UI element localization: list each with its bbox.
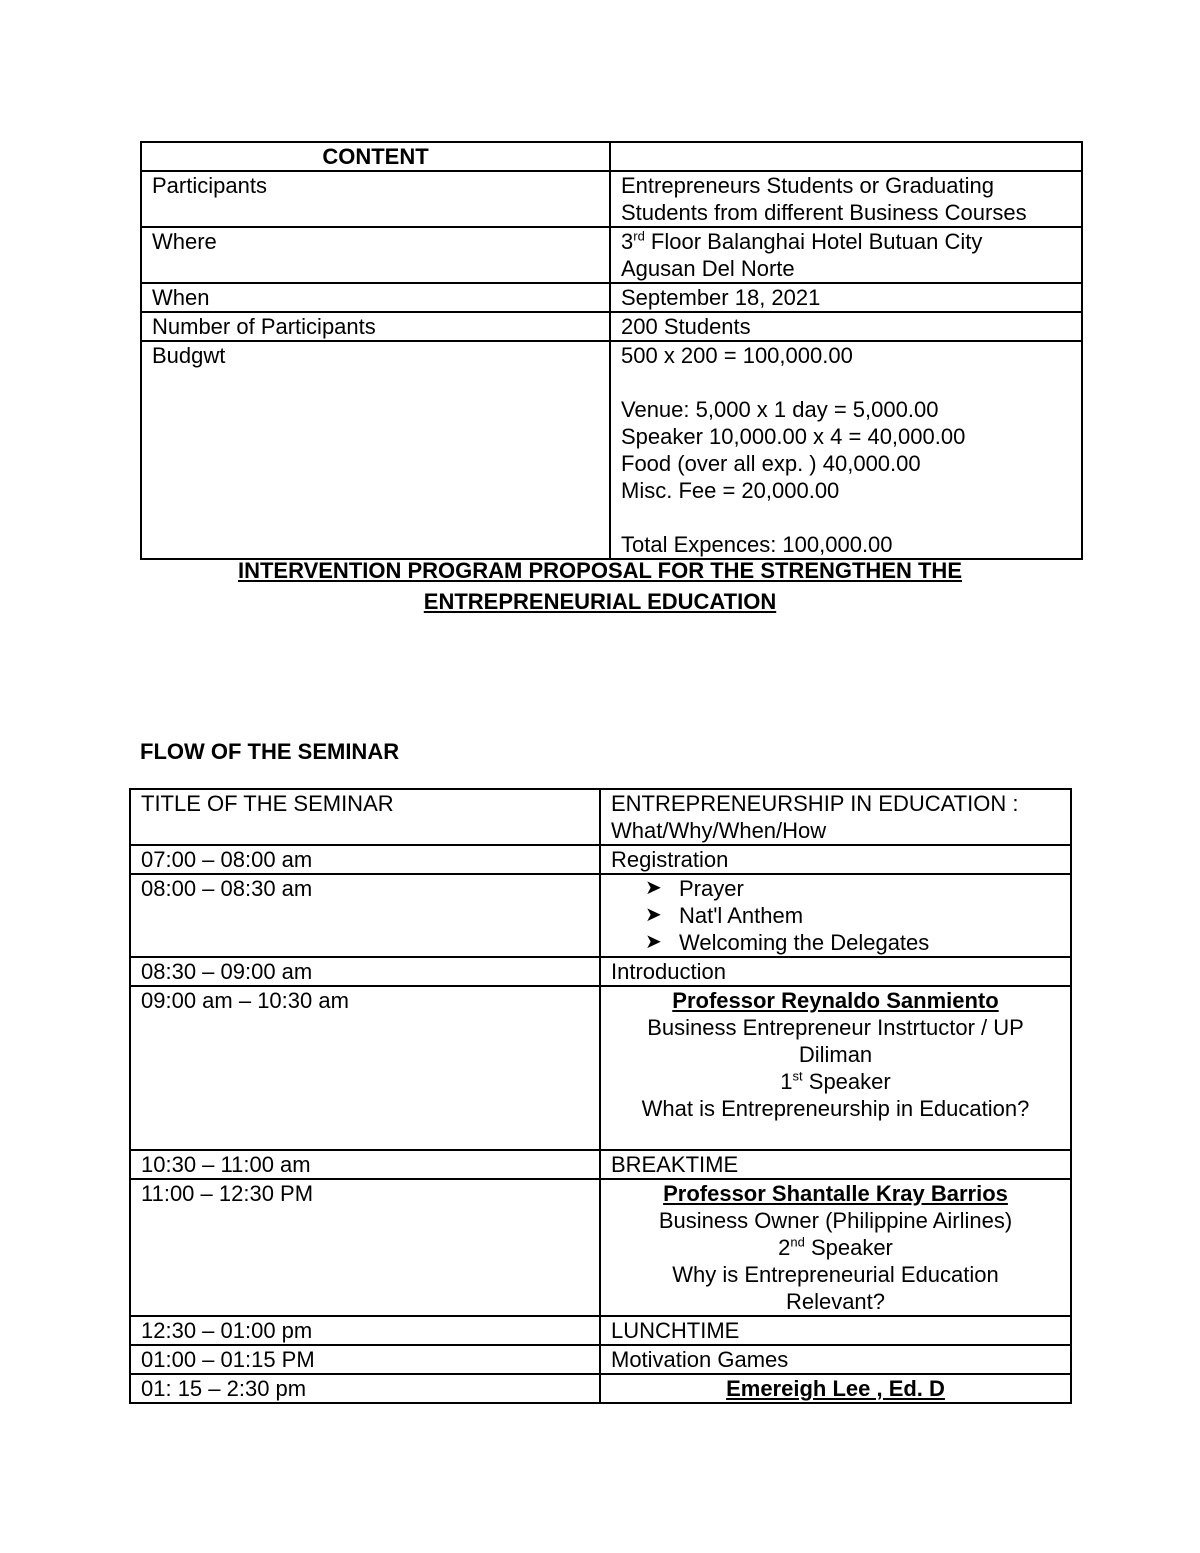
speaker-order — [611, 1068, 1060, 1095]
budget-line-4: Food (over all exp. ) 40,000.00 — [621, 451, 921, 476]
seminar-title-line-1: ENTREPRENEURSHIP IN EDUCATION : — [611, 791, 1019, 816]
participants-value — [610, 171, 1082, 227]
flow-heading: FLOW OF THE SEMINAR — [140, 739, 400, 764]
when-label: When — [141, 283, 610, 312]
order-rest: Speaker — [802, 1069, 891, 1094]
spacer — [621, 369, 1071, 396]
order-number: 1 — [780, 1069, 793, 1094]
time-cell: 09:00 am – 10:30 am — [130, 986, 600, 1150]
time-cell: 01:00 – 01:15 PM — [130, 1345, 600, 1374]
budget-line-3: Speaker 10,000.00 x 4 = 40,000.00 — [621, 424, 966, 449]
time-cell: 07:00 – 08:00 am — [130, 845, 600, 874]
time-cell: 08:30 – 09:00 am — [130, 957, 600, 986]
activity-cell: Introduction — [600, 957, 1071, 986]
spacer — [611, 1122, 1060, 1149]
table-row — [141, 283, 1082, 312]
time-cell: 01: 15 – 2:30 pm — [130, 1374, 600, 1403]
budget-label: Budgwt — [141, 341, 610, 559]
where-label: Where — [141, 227, 610, 283]
list-item — [645, 875, 1060, 902]
speaker-role-line-1: Business Owner (Philippine Airlines) — [658, 1208, 1013, 1233]
speaker-cell — [600, 1374, 1071, 1403]
list-item-text: Welcoming the Delegates — [679, 930, 930, 955]
arrow-bullet-icon: ➤ — [645, 904, 662, 926]
table-row — [141, 171, 1082, 227]
spacer — [621, 504, 1071, 531]
content-header-blank — [610, 142, 1082, 171]
budget-line-5: Misc. Fee = 20,000.00 — [621, 478, 840, 503]
table-row — [141, 142, 1082, 171]
speaker-topic: What is Entrepreneurship in Education? — [641, 1096, 1030, 1121]
proposal-title-line-2: ENTREPRENEURIAL EDUCATION — [423, 589, 777, 614]
participants-line-2: Students from different Business Courses — [621, 200, 1027, 225]
order-suffix: nd — [790, 1234, 805, 1250]
activity-cell — [600, 874, 1071, 957]
table-row — [141, 312, 1082, 341]
activity-cell: Registration — [600, 845, 1071, 874]
activity-cell: LUNCHTIME — [600, 1316, 1071, 1345]
table-row — [130, 874, 1071, 957]
participants-label: Participants — [141, 171, 610, 227]
seminar-title-label: TITLE OF THE SEMINAR — [130, 789, 600, 845]
activity-cell: BREAKTIME — [600, 1150, 1071, 1179]
speaker-role-line-1: Business Entrepreneur Instrtuctor / UP — [647, 1015, 1024, 1040]
budget-line-2: Venue: 5,000 x 1 day = 5,000.00 — [621, 397, 939, 422]
speaker-name: Emereigh Lee , Ed. D — [726, 1376, 945, 1401]
participants-line-1: Entrepreneurs Students or Graduating — [621, 173, 995, 198]
where-value — [610, 227, 1082, 283]
table-row — [130, 789, 1071, 845]
speaker-role-line-2: Diliman — [798, 1042, 873, 1067]
arrow-bullet-icon: ➤ — [645, 877, 662, 899]
opening-list — [611, 875, 1060, 956]
speaker-cell — [600, 1179, 1071, 1316]
where-line-1 — [621, 228, 1071, 255]
table-row — [130, 1345, 1071, 1374]
seminar-title-line-2: What/Why/When/How — [611, 818, 827, 843]
speaker-name: Professor Shantalle Kray Barrios — [663, 1181, 1008, 1206]
speaker-topic-line-2: Relevant? — [785, 1289, 886, 1314]
participant-count-value: 200 Students — [610, 312, 1082, 341]
proposal-title — [140, 555, 1060, 617]
time-cell: 11:00 – 12:30 PM — [130, 1179, 600, 1316]
table-row — [130, 986, 1071, 1150]
time-cell: 10:30 – 11:00 am — [130, 1150, 600, 1179]
table-row — [141, 227, 1082, 283]
speaker-topic-line-1: Why is Entrepreneurial Education — [672, 1262, 999, 1287]
seminar-title-value — [600, 789, 1071, 845]
time-cell: 12:30 – 01:00 pm — [130, 1316, 600, 1345]
speaker-order — [611, 1234, 1060, 1261]
content-header: CONTENT — [141, 142, 610, 171]
speaker-name: Professor Reynaldo Sanmiento — [672, 988, 999, 1013]
table-row — [130, 1150, 1071, 1179]
seminar-table — [129, 788, 1072, 1404]
participant-count-label: Number of Participants — [141, 312, 610, 341]
budget-total: Total Expences: 100,000.00 — [621, 532, 893, 557]
when-value: September 18, 2021 — [610, 283, 1082, 312]
budget-line-1: 500 x 200 = 100,000.00 — [621, 343, 853, 368]
list-item — [645, 929, 1060, 956]
where-line-2: Agusan Del Norte — [621, 256, 795, 281]
order-number: 2 — [778, 1235, 791, 1260]
speaker-cell — [600, 986, 1071, 1150]
table-row — [130, 957, 1071, 986]
activity-cell: Motivation Games — [600, 1345, 1071, 1374]
content-table — [140, 141, 1083, 560]
table-row — [130, 1374, 1071, 1403]
table-row — [141, 341, 1082, 559]
order-suffix: st — [792, 1068, 803, 1084]
table-row — [130, 845, 1071, 874]
list-item-text: Prayer — [679, 876, 744, 901]
budget-value — [610, 341, 1082, 559]
list-item — [645, 902, 1060, 929]
order-rest: Speaker — [804, 1235, 893, 1260]
floor-number: 3 — [621, 229, 634, 254]
floor-suffix: rd — [633, 228, 645, 244]
proposal-title-line-1: INTERVENTION PROGRAM PROPOSAL FOR THE STRENGTHEN THE — [237, 558, 962, 583]
table-row — [130, 1179, 1071, 1316]
arrow-bullet-icon: ➤ — [645, 931, 662, 953]
list-item-text: Nat'l Anthem — [679, 903, 804, 928]
table-row — [130, 1316, 1071, 1345]
time-cell: 08:00 – 08:30 am — [130, 874, 600, 957]
floor-rest: Floor Balanghai Hotel Butuan City — [644, 229, 983, 254]
